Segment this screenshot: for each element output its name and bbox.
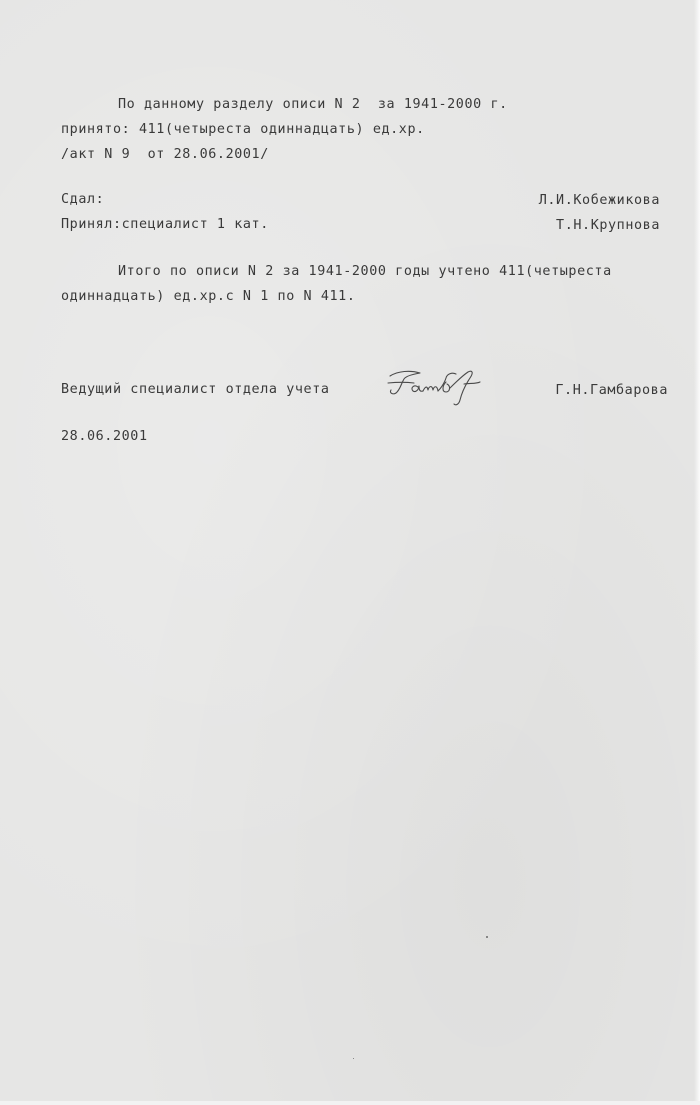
act-reference-line: /акт N 9 от 28.06.2001/ <box>61 147 269 162</box>
total-line-2: одиннадцать) ед.хр.с N 1 по N 411. <box>61 289 356 304</box>
page-edge-bottom <box>0 1101 700 1105</box>
received-by-name: Т.Н.Крупнова <box>556 218 660 233</box>
page-edge-right <box>694 0 700 1105</box>
signatory-title: Ведущий специалист отдела учета <box>61 382 330 397</box>
accepted-count-line: принято: 411(четыреста одиннадцать) ед.хр. <box>61 122 425 137</box>
paper-speck <box>486 936 488 938</box>
paper-speck <box>353 1058 354 1059</box>
handed-over-label: Сдал: <box>61 192 105 207</box>
total-line-1: Итого по описи N 2 за 1941-2000 годы учтено 411(четыреста <box>118 264 612 279</box>
received-by-label: Принял:специалист 1 кат. <box>61 217 269 232</box>
signatory-name: Г.Н.Гамбарова <box>555 383 668 398</box>
document-date: 28.06.2001 <box>61 429 148 444</box>
inventory-section-line: По данному разделу описи N 2 за 1941-2000 г. <box>118 97 508 112</box>
handwritten-signature <box>384 362 494 410</box>
handed-over-name: Л.И.Кобежикова <box>538 193 660 208</box>
